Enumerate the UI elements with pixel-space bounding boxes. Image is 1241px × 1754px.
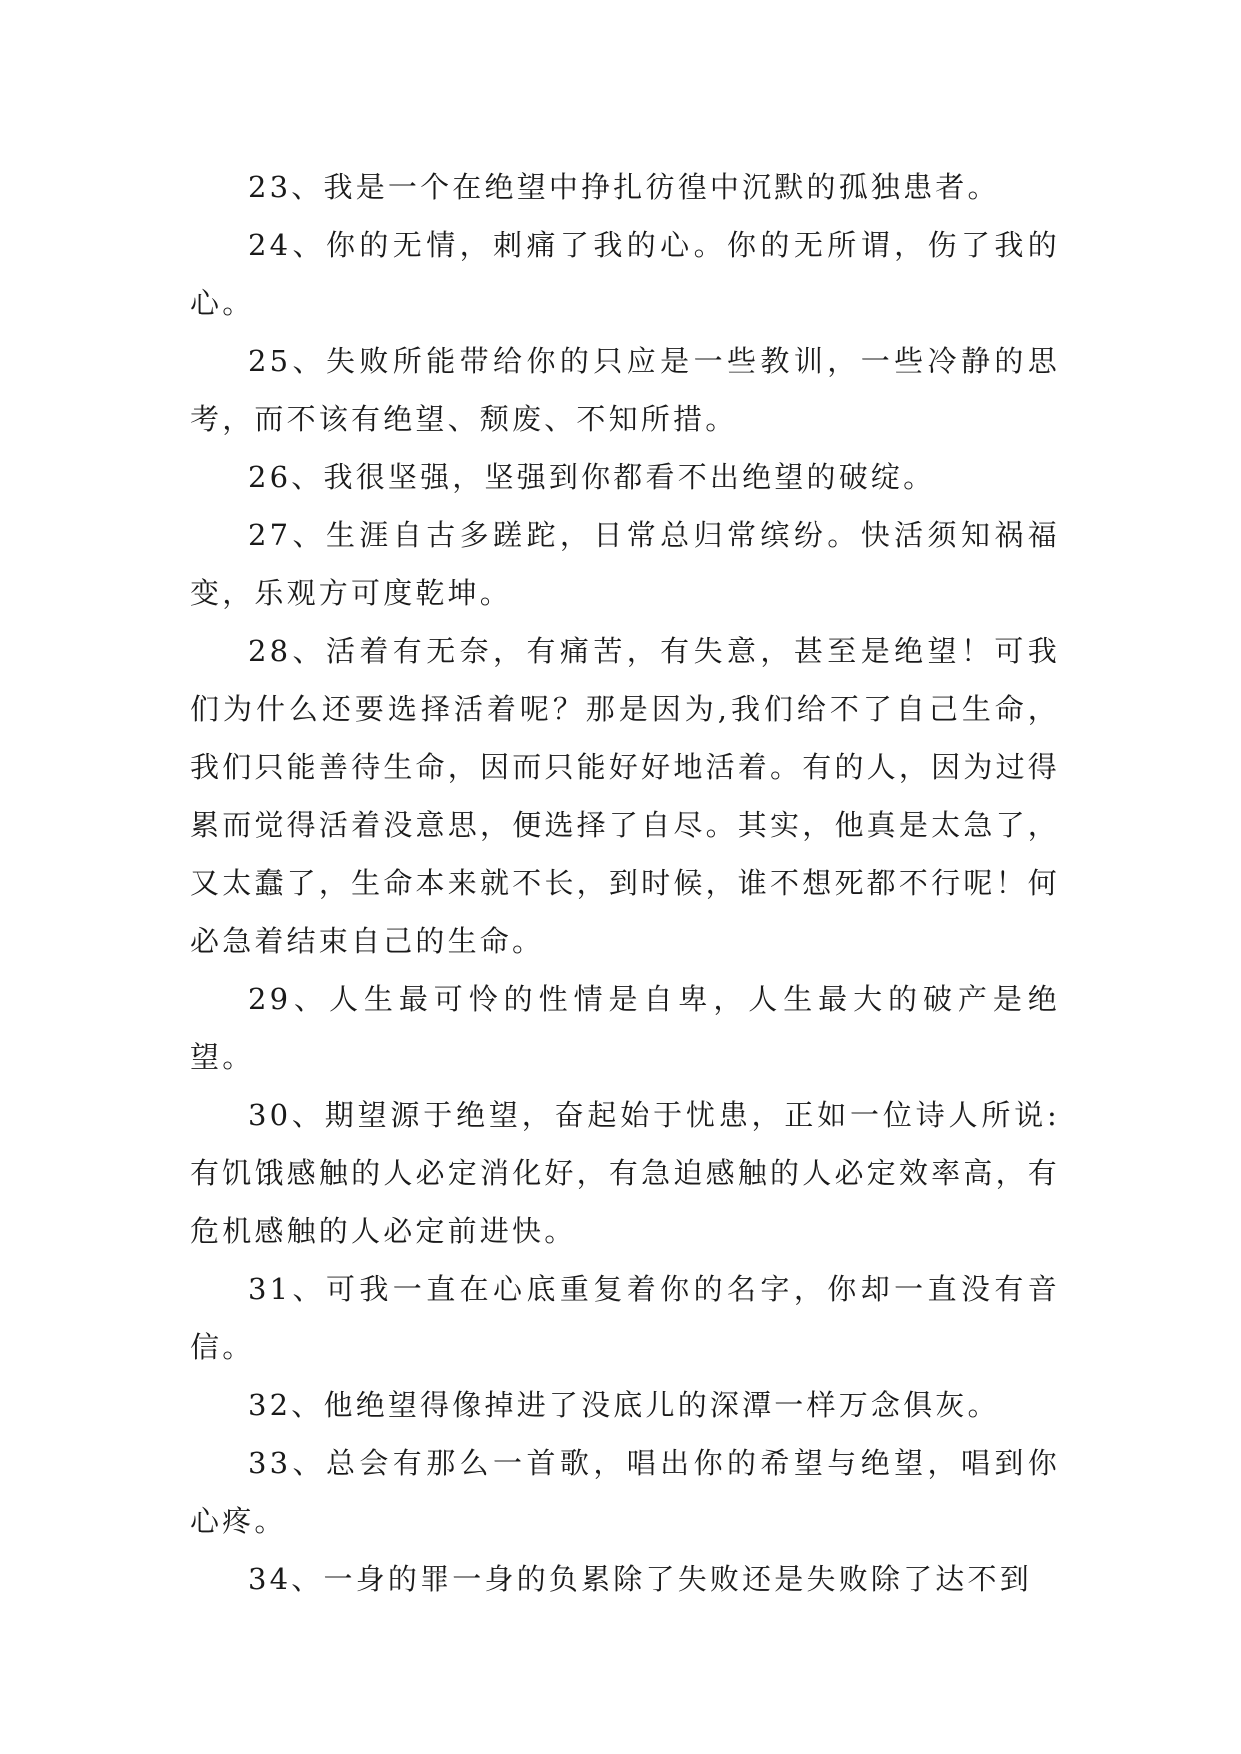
paragraph-31: 31、可我一直在心底重复着你的名字，你却一直没有音信。 bbox=[190, 1272, 1060, 1364]
paragraph-27: 27、生涯自古多蹉跎，日常总归常缤纷。快活须知祸福变，乐观方可度乾坤。 bbox=[190, 518, 1060, 610]
paragraph-29: 29、人生最可怜的性情是自卑，人生最大的破产是绝望。 bbox=[190, 982, 1060, 1074]
paragraph-26: 26、我很坚强，坚强到你都看不出绝望的破绽。 bbox=[248, 460, 936, 494]
paragraph-33: 33、总会有那么一首歌，唱出你的希望与绝望，唱到你心疼。 bbox=[190, 1446, 1060, 1538]
paragraph-25: 25、失败所能带给你的只应是一些教训，一些冷静的思考，而不该有绝望、颓废、不知所措。 bbox=[190, 344, 1060, 436]
document-body bbox=[190, 158, 1060, 1608]
paragraph-30: 30、期望源于绝望，奋起始于忧患，正如一位诗人所说:有饥饿感触的人必定消化好，有急迫感触的人必定效率高，有危机感触的人必定前进快。 bbox=[190, 1098, 1060, 1248]
paragraph-34: 34、一身的罪一身的负累除了失败还是失败除了达不到 bbox=[248, 1562, 1032, 1596]
paragraph-23: 23、我是一个在绝望中挣扎彷徨中沉默的孤独患者。 bbox=[248, 170, 1000, 204]
paragraph-28: 28、活着有无奈，有痛苦，有失意，甚至是绝望！可我们为什么还要选择活着呢？那是因为,我们给不了自己生命，我们只能善待生命，因而只能好好地活着。有的人，因为过得累而觉得活着没意思，便选择了自尽。其实，他真是太急了，又太蠢了，生命本来就不长，到时候，谁不想死都不行呢！何必急着结束自己的生命。 bbox=[190, 634, 1060, 958]
paragraph-24: 24、你的无情，刺痛了我的心。你的无所谓，伤了我的心。 bbox=[190, 228, 1060, 320]
paragraph-32: 32、他绝望得像掉进了没底儿的深潭一样万念俱灰。 bbox=[248, 1388, 1000, 1422]
